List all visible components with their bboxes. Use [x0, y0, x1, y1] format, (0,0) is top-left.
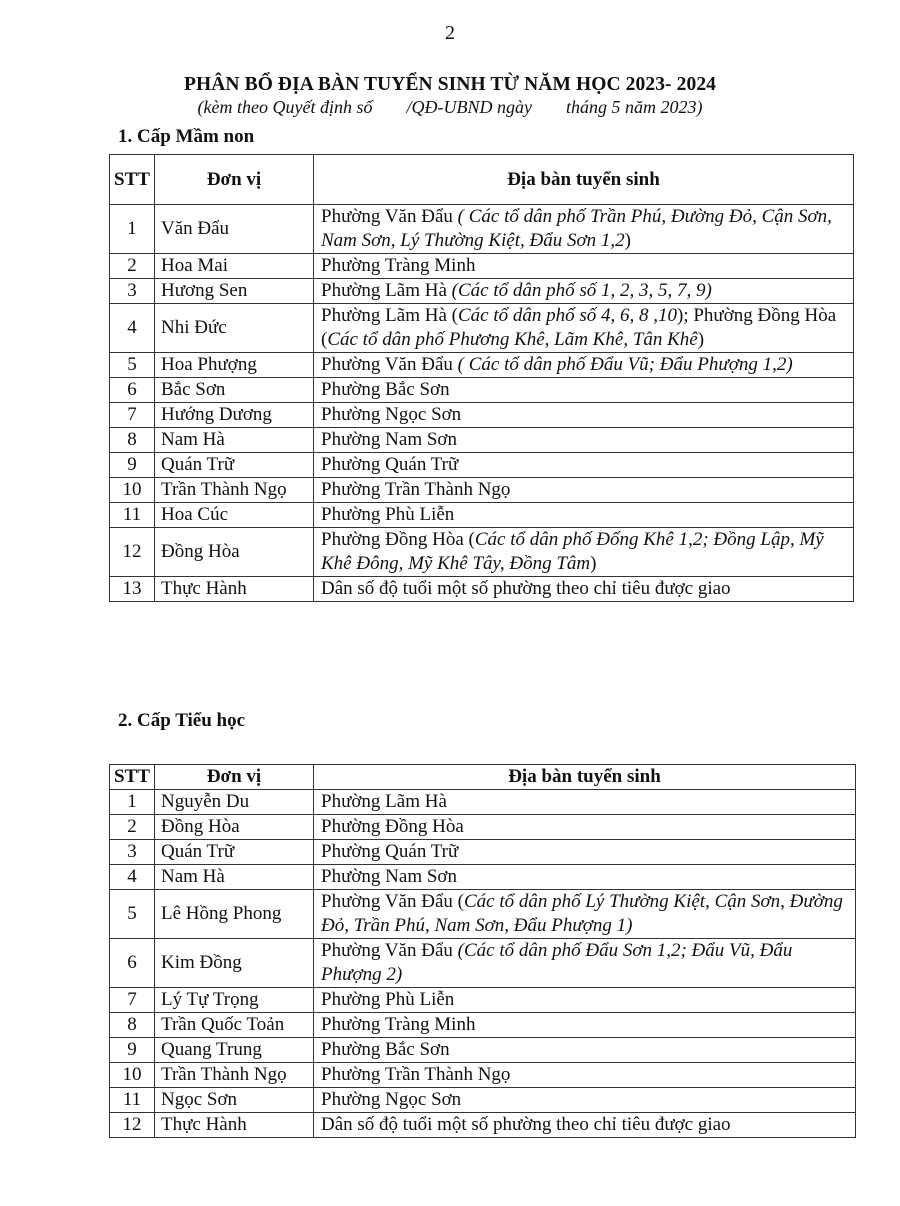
- area-text: Phường Đồng Hòa (: [321, 529, 475, 550]
- row-unit: Quán Trữ: [155, 840, 314, 865]
- row-stt: 2: [110, 254, 155, 279]
- row-area: [314, 790, 856, 815]
- area-text: Phường Quán Trữ: [321, 454, 459, 475]
- area-note: (Các tổ dân phố Đẩu Sơn 1,2; Đẩu Vũ, Đẩu Phượng 2): [321, 940, 793, 985]
- area-text: Phường Tràng Minh: [321, 255, 476, 276]
- row-stt: 6: [110, 378, 155, 403]
- row-unit: Nguyễn Du: [155, 790, 314, 815]
- row-unit: Quán Trữ: [155, 453, 314, 478]
- column-header-unit: Đơn vị: [155, 765, 314, 790]
- document-subtitle: [0, 97, 900, 118]
- area-note: (Các tổ dân phố số 1, 2, 3, 5, 7, 9): [451, 280, 712, 301]
- row-stt: 8: [110, 428, 155, 453]
- row-area: [314, 403, 854, 428]
- row-area: [314, 577, 854, 602]
- row-stt: 11: [110, 503, 155, 528]
- row-area: [314, 528, 854, 577]
- row-area: [314, 503, 854, 528]
- row-unit: Hoa Phượng: [155, 353, 314, 378]
- page-number: 2: [445, 22, 455, 44]
- table-row: [110, 353, 854, 378]
- primary-table: [109, 764, 856, 1138]
- row-unit: Hoa Mai: [155, 254, 314, 279]
- area-note: ( Các tổ dân phố Trần Phú, Đường Đỏ, Cận Sơn, Nam Sơn, Lý Thường Kiệt, Đẩu Sơn 1,2: [321, 206, 832, 251]
- row-stt: 7: [110, 403, 155, 428]
- row-unit: Bắc Sơn: [155, 378, 314, 403]
- row-stt: 1: [110, 205, 155, 254]
- area-note: Các tổ dân phố số 4, 6, 8 ,10: [457, 305, 677, 326]
- column-header-stt: STT: [110, 155, 155, 205]
- table-row: [110, 865, 856, 890]
- area-text: Phường Lãm Hà: [321, 280, 447, 301]
- area-text: Phường Phù Liễn: [321, 504, 455, 525]
- area-text: Phường Bắc Sơn: [321, 379, 450, 400]
- row-stt: 2: [110, 815, 155, 840]
- area-note-2: Các tổ dân phố Phương Khê, Lãm Khê, Tân Khê: [327, 329, 698, 350]
- row-unit: Hoa Cúc: [155, 503, 314, 528]
- row-unit: Đồng Hòa: [155, 815, 314, 840]
- subtitle-part-2: /QĐ-UBND ngày: [406, 97, 532, 117]
- row-unit: Lê Hồng Phong: [155, 890, 314, 939]
- table-row: [110, 840, 856, 865]
- row-stt: 3: [110, 840, 155, 865]
- row-stt: 13: [110, 577, 155, 602]
- table-row: [110, 939, 856, 988]
- area-text: Phường Văn Đẩu: [321, 206, 453, 227]
- row-area: [314, 1013, 856, 1038]
- row-stt: 11: [110, 1088, 155, 1113]
- area-tail: ); Phường Đồng Hòa (: [321, 305, 837, 350]
- row-unit: Nam Hà: [155, 865, 314, 890]
- area-text: Phường Quán Trữ: [321, 841, 459, 862]
- area-text: Phường Văn Đẩu (: [321, 891, 464, 912]
- table-row: [110, 577, 854, 602]
- area-text: Phường Ngọc Sơn: [321, 1089, 462, 1110]
- table-row: [110, 254, 854, 279]
- row-area: [314, 478, 854, 503]
- row-area: [314, 988, 856, 1013]
- table-row: [110, 1013, 856, 1038]
- row-area: [314, 378, 854, 403]
- row-stt: 4: [110, 865, 155, 890]
- row-area: [314, 865, 856, 890]
- section-heading-primary: 2. Cấp Tiểu học: [118, 710, 246, 731]
- table-row: [110, 988, 856, 1013]
- area-text: Phường Nam Sơn: [321, 429, 457, 450]
- area-note: Các tổ dân phố Đống Khê 1,2; Đồng Lập, Mỹ Khê Đông, Mỹ Khê Tây, Đồng Tâm: [321, 529, 824, 574]
- row-area: [314, 453, 854, 478]
- row-area: [314, 254, 854, 279]
- table-row: [110, 1038, 856, 1063]
- table-row: [110, 1088, 856, 1113]
- area-note: Các tổ dân phố Lý Thường Kiệt, Cận Sơn, Đường Đỏ, Trần Phú, Nam Sơn, Đẩu Phượng 1): [321, 891, 843, 936]
- table-row: [110, 378, 854, 403]
- table-row: [110, 815, 856, 840]
- row-stt: 12: [110, 1113, 155, 1138]
- area-text: Phường Lãm Hà (: [321, 305, 458, 326]
- table-row: [110, 403, 854, 428]
- row-unit: Thực Hành: [155, 577, 314, 602]
- table-header-row: [110, 155, 854, 205]
- row-unit: Trần Quốc Toản: [155, 1013, 314, 1038]
- area-text: Phường Trần Thành Ngọ: [321, 479, 511, 500]
- table-row: [110, 304, 854, 353]
- section-heading-preschool: 1. Cấp Mầm non: [118, 126, 255, 147]
- row-stt: 1: [110, 790, 155, 815]
- row-unit: Đồng Hòa: [155, 528, 314, 577]
- row-unit: Nam Hà: [155, 428, 314, 453]
- row-area: [314, 279, 854, 304]
- table-row: [110, 1113, 856, 1138]
- table-header-row: [110, 765, 856, 790]
- area-text: Phường Tràng Minh: [321, 1014, 476, 1035]
- row-unit: Thực Hành: [155, 1113, 314, 1138]
- column-header-unit: Đơn vị: [155, 155, 314, 205]
- row-stt: 5: [110, 353, 155, 378]
- table-row: [110, 790, 856, 815]
- row-area: [314, 205, 854, 254]
- area-text: Phường Phù Liễn: [321, 989, 455, 1010]
- row-area: [314, 428, 854, 453]
- area-note: ( Các tổ dân phố Đẩu Vũ; Đẩu Phượng 1,2): [457, 354, 793, 375]
- row-area: [314, 1063, 856, 1088]
- area-text: Dân số độ tuổi một số phường theo chỉ tiêu được giao: [321, 578, 731, 599]
- row-stt: 10: [110, 1063, 155, 1088]
- row-unit: Văn Đẩu: [155, 205, 314, 254]
- row-unit: Hương Sen: [155, 279, 314, 304]
- area-text: Phường Lãm Hà: [321, 791, 447, 812]
- area-text: Phường Văn Đẩu: [321, 354, 453, 375]
- area-text: Phường Trần Thành Ngọ: [321, 1064, 511, 1085]
- column-header-stt: STT: [110, 765, 155, 790]
- row-stt: 3: [110, 279, 155, 304]
- column-header-area: Địa bàn tuyển sinh: [314, 155, 854, 205]
- table-row: [110, 453, 854, 478]
- row-unit: Lý Tự Trọng: [155, 988, 314, 1013]
- row-unit: Trần Thành Ngọ: [155, 1063, 314, 1088]
- table-row: [110, 503, 854, 528]
- row-stt: 9: [110, 1038, 155, 1063]
- area-text: Dân số độ tuổi một số phường theo chỉ tiêu được giao: [321, 1114, 731, 1135]
- area-tail-2: ): [697, 329, 705, 350]
- table-row: [110, 478, 854, 503]
- table-row: [110, 890, 856, 939]
- area-text: Phường Văn Đẩu: [321, 940, 453, 961]
- table-row: [110, 528, 854, 577]
- row-area: [314, 1113, 856, 1138]
- row-unit: Nhi Đức: [155, 304, 314, 353]
- area-tail: ): [590, 553, 597, 574]
- row-unit: Trần Thành Ngọ: [155, 478, 314, 503]
- area-tail: ): [624, 230, 631, 251]
- row-area: [314, 1038, 856, 1063]
- row-unit: Ngọc Sơn: [155, 1088, 314, 1113]
- row-area: [314, 815, 856, 840]
- preschool-table: [109, 154, 854, 602]
- table-row: [110, 205, 854, 254]
- table-row: [110, 279, 854, 304]
- row-unit: Kim Đồng: [155, 939, 314, 988]
- table-row: [110, 1063, 856, 1088]
- area-text: Phường Bắc Sơn: [321, 1039, 450, 1060]
- row-stt: 10: [110, 478, 155, 503]
- row-stt: 12: [110, 528, 155, 577]
- row-stt: 8: [110, 1013, 155, 1038]
- row-stt: 9: [110, 453, 155, 478]
- row-stt: 4: [110, 304, 155, 353]
- column-header-area: Địa bàn tuyển sinh: [314, 765, 856, 790]
- row-area: [314, 840, 856, 865]
- table-row: [110, 428, 854, 453]
- row-stt: 5: [110, 890, 155, 939]
- row-unit: Quang Trung: [155, 1038, 314, 1063]
- row-area: [314, 353, 854, 378]
- row-area: [314, 304, 854, 353]
- row-area: [314, 1088, 856, 1113]
- row-stt: 7: [110, 988, 155, 1013]
- row-area: [314, 890, 856, 939]
- row-area: [314, 939, 856, 988]
- subtitle-part-3: tháng 5 năm 2023): [565, 97, 703, 117]
- row-stt: 6: [110, 939, 155, 988]
- area-text: Phường Nam Sơn: [321, 866, 457, 887]
- document-title: PHÂN BỔ ĐỊA BÀN TUYỂN SINH TỪ NĂM HỌC 2023- 2024: [183, 74, 717, 95]
- subtitle-part-1: (kèm theo Quyết định số: [197, 97, 373, 117]
- area-text: Phường Ngọc Sơn: [321, 404, 462, 425]
- row-unit: Hướng Dương: [155, 403, 314, 428]
- area-text: Phường Đồng Hòa: [321, 816, 464, 837]
